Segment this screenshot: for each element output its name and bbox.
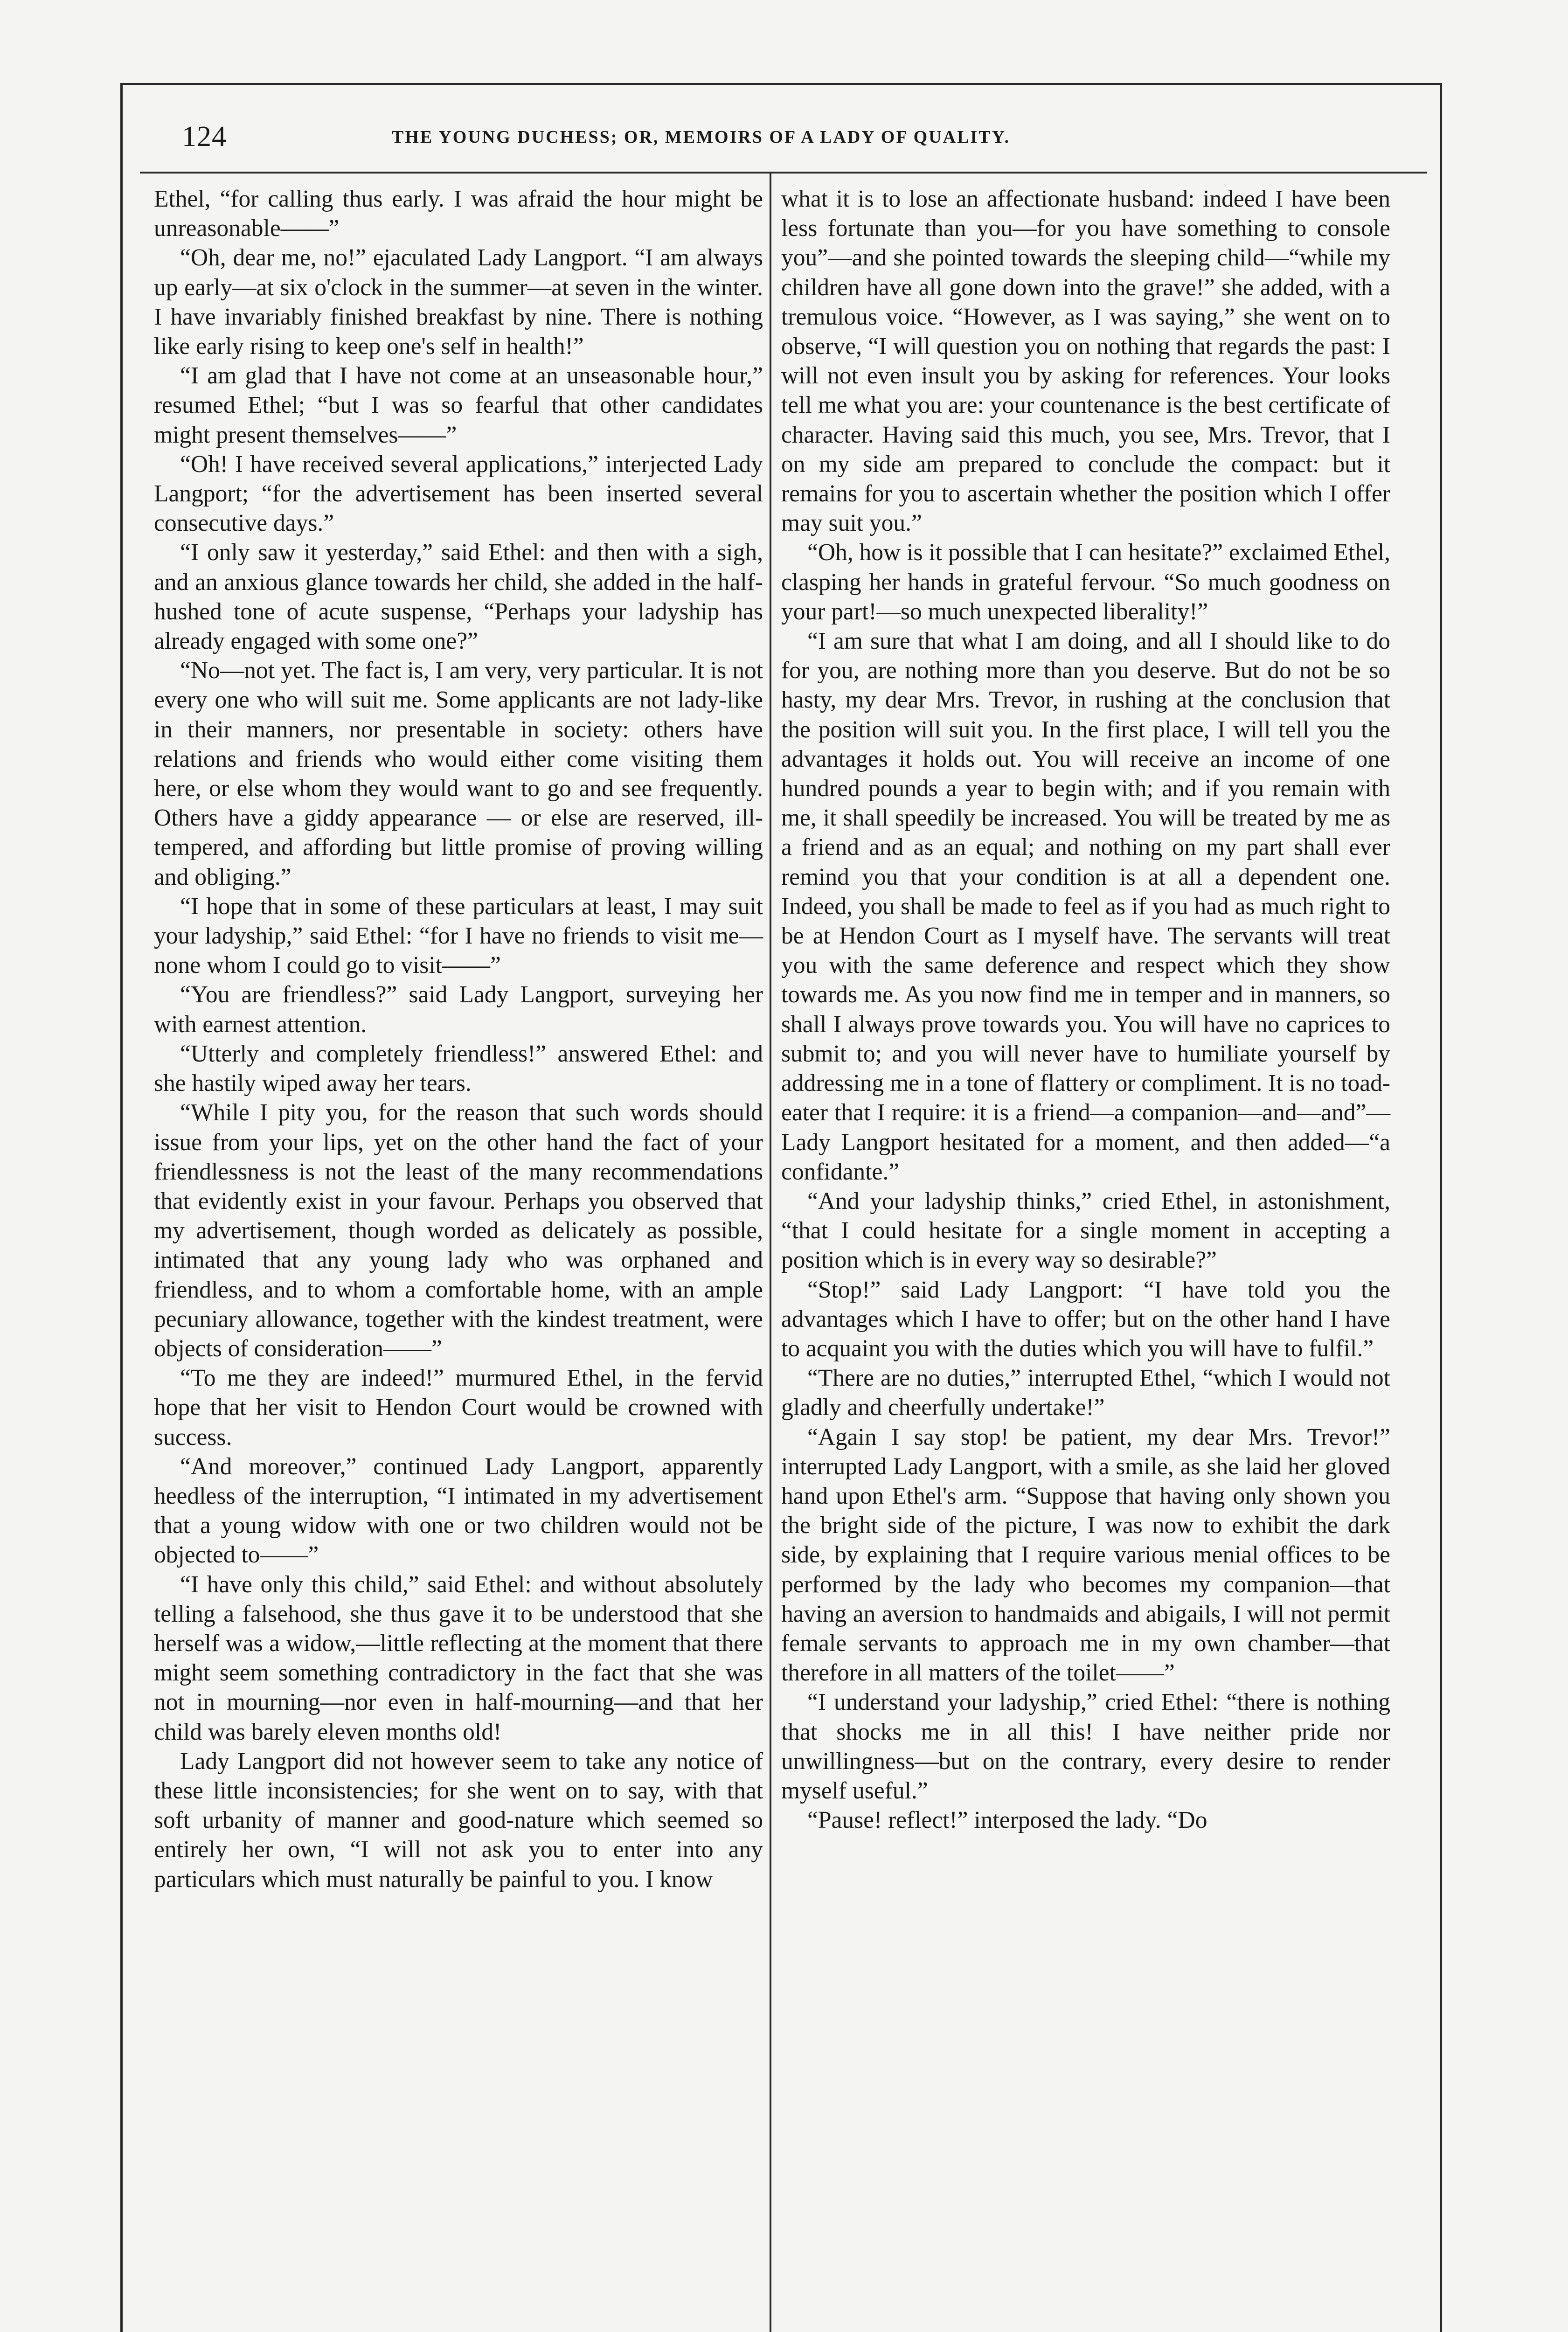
header-rule xyxy=(140,172,1427,174)
paragraph: “I understand your ladyship,” cried Ethel: “there is nothing that shocks me in all this! I have neither pride nor unwillingness—but on the contrary, every desire to render myself useful.” xyxy=(781,1689,1390,1804)
paragraph: “I only saw it yesterday,” said Ethel: and then with a sigh, and an anxious glance towards her child, she added in the half-hushed tone of acute suspense, “Perhaps your ladyship has already engaged with some one?” xyxy=(154,539,763,655)
running-title: THE YOUNG DUCHESS; OR, MEMOIRS OF A LADY OF QUALITY. xyxy=(392,127,1011,147)
paragraph: “Oh, dear me, no!” ejaculated Lady Langport. “I am always up early—at six o'clock in the summer—at seven in the winter. I have invariably finished breakfast by nine. There is nothing like early rising to keep one's self in health!” xyxy=(154,244,763,360)
paragraph: “I am glad that I have not come at an unseasonable hour,” resumed Ethel; “but I was so fearful that other candidates might present themselves——” xyxy=(154,362,763,448)
paragraph: “I am sure that what I am doing, and all I should like to do for you, are nothing more than you deserve. But do not be so hasty, my dear Mrs. Trevor, in rushing at the conclusion that the position will suit you. In the first place, I will tell you the advantages it holds out. You will receive an income of one hundred pounds a year to begin with; and if you remain with me, it shall speedily be increased. You will be treated by me as a friend and as an equal; and nothing on my part shall ever remind you that your condition is at all a dependent one. Indeed, you shall be made to feel as if you had as much right to be at Hendon Court as I myself have. The servants will treat you with the same deference and respect which they show towards me. As you now find me in temper and in manners, so shall I always prove towards you. You will have no caprices to submit to; and you will never have to humiliate yourself by addressing me in a tone of flattery or compliment. It is no toad-eater that I require: it is a friend—a companion—and—and”—Lady Langport hesitated for a moment, and then added—“a confidante.” xyxy=(781,628,1390,1185)
paragraph: “I hope that in some of these particulars at least, I may suit your ladyship,” said Ethel: “for I have no friends to visit me—none whom I could go to visit——” xyxy=(154,893,763,979)
paragraph: “There are no duties,” interrupted Ethel, “which I would not gladly and cheerfully undertake!” xyxy=(781,1365,1390,1421)
paragraph: “I have only this child,” said Ethel: and without absolutely telling a falsehood, she thus gave it to be understood that she herself was a widow,—little reflecting at the moment that there might seem something contradictory in the fact that she was not in mourning—nor even in half-mourning—and that her child was barely eleven months old! xyxy=(154,1571,763,1745)
paragraph: Lady Langport did not however seem to take any notice of these little inconsistencies; for she went on to say, with that soft urbanity of manner and good-nature which seemed so entirely her own, “I will not ask you to enter into any particulars which must naturally be painful to you. I know xyxy=(154,1748,763,1893)
paragraph: “While I pity you, for the reason that such words should issue from your lips, yet on the other hand the fact of your friendlessness is not the least of the many recommendations that evidently exist in your favour. Perhaps you observed that my advertisement, though worded as delicately as possible, intimated that any young lady who was orphaned and friendless, and to whom a comfortable home, with an ample pecuniary allowance, together with the kindest treatment, were objects of consideration——” xyxy=(154,1099,763,1362)
column-divider xyxy=(770,174,771,2332)
right-column xyxy=(781,184,1390,1835)
paragraph: “You are friendless?” said Lady Langport, surveying her with earnest attention. xyxy=(154,981,763,1038)
page-number: 124 xyxy=(182,121,227,153)
paragraph: Ethel, “for calling thus early. I was afraid the hour might be unreasonable——” xyxy=(154,186,763,242)
paragraph: “Stop!” said Lady Langport: “I have told you the advantages which I have to offer; but on the other hand I have to acquaint you with the duties which you will have to fulfil.” xyxy=(781,1276,1390,1362)
paragraph: “No—not yet. The fact is, I am very, very particular. It is not every one who will suit me. Some applicants are not lady-like in their manners, nor presentable in society: others have relations and friends who would either come visiting them here, or else whom they would want to go and see frequently. Others have a giddy appearance — or else are reserved, ill-tempered, and affording but little promise of proving willing and obliging.” xyxy=(154,657,763,890)
paragraph: what it is to lose an affectionate husband: indeed I have been less fortunate than you—for you have something to console you”—and she pointed towards the sleeping child—“while my children have all gone down into the grave!” she added, with a tremulous voice. “However, as I was saying,” she went on to observe, “I will question you on nothing that regards the past: I will not even insult you by asking for references. Your looks tell me what you are: your countenance is the best certificate of character. Having said this much, you see, Mrs. Trevor, that I on my side am prepared to conclude the compact: but it remains for you to ascertain whether the position which I offer may suit you.” xyxy=(781,186,1390,537)
paragraph: “Oh, how is it possible that I can hesitate?” exclaimed Ethel, clasping her hands in grateful fervour. “So much goodness on your part!—so much unexpected liberality!” xyxy=(781,539,1390,625)
paragraph: “And your ladyship thinks,” cried Ethel, in astonishment, “that I could hesitate for a single moment in accepting a position which is in every way so desirable?” xyxy=(781,1187,1390,1274)
page-header xyxy=(140,120,1427,162)
paragraph: “Oh! I have received several applications,” interjected Lady Langport; “for the advertisement has been inserted several consecutive days.” xyxy=(154,451,763,537)
paragraph: “To me they are indeed!” murmured Ethel, in the fervid hope that her visit to Hendon Court would be crowned with success. xyxy=(154,1365,763,1451)
paragraph: “And moreover,” continued Lady Langport, apparently heedless of the interruption, “I intimated in my advertisement that a young widow with one or two children would not be objected to——” xyxy=(154,1453,763,1569)
paragraph: “Again I say stop! be patient, my dear Mrs. Trevor!” interrupted Lady Langport, with a smile, as she laid her gloved hand upon Ethel's arm. “Suppose that having only shown you the bright side of the picture, I was now to exhibit the dark side, by explaining that I require various menial offices to be performed by the lady who becomes my companion—that having an aversion to handmaids and abigails, I will not permit female servants to approach me in my own chamber—that therefore in all matters of the toilet——” xyxy=(781,1423,1390,1687)
paragraph: “Pause! reflect!” interposed the lady. “Do xyxy=(807,1807,1207,1834)
paragraph: “Utterly and completely friendless!” answered Ethel: and she hastily wiped away her tears. xyxy=(154,1040,763,1097)
left-column xyxy=(154,184,763,1894)
